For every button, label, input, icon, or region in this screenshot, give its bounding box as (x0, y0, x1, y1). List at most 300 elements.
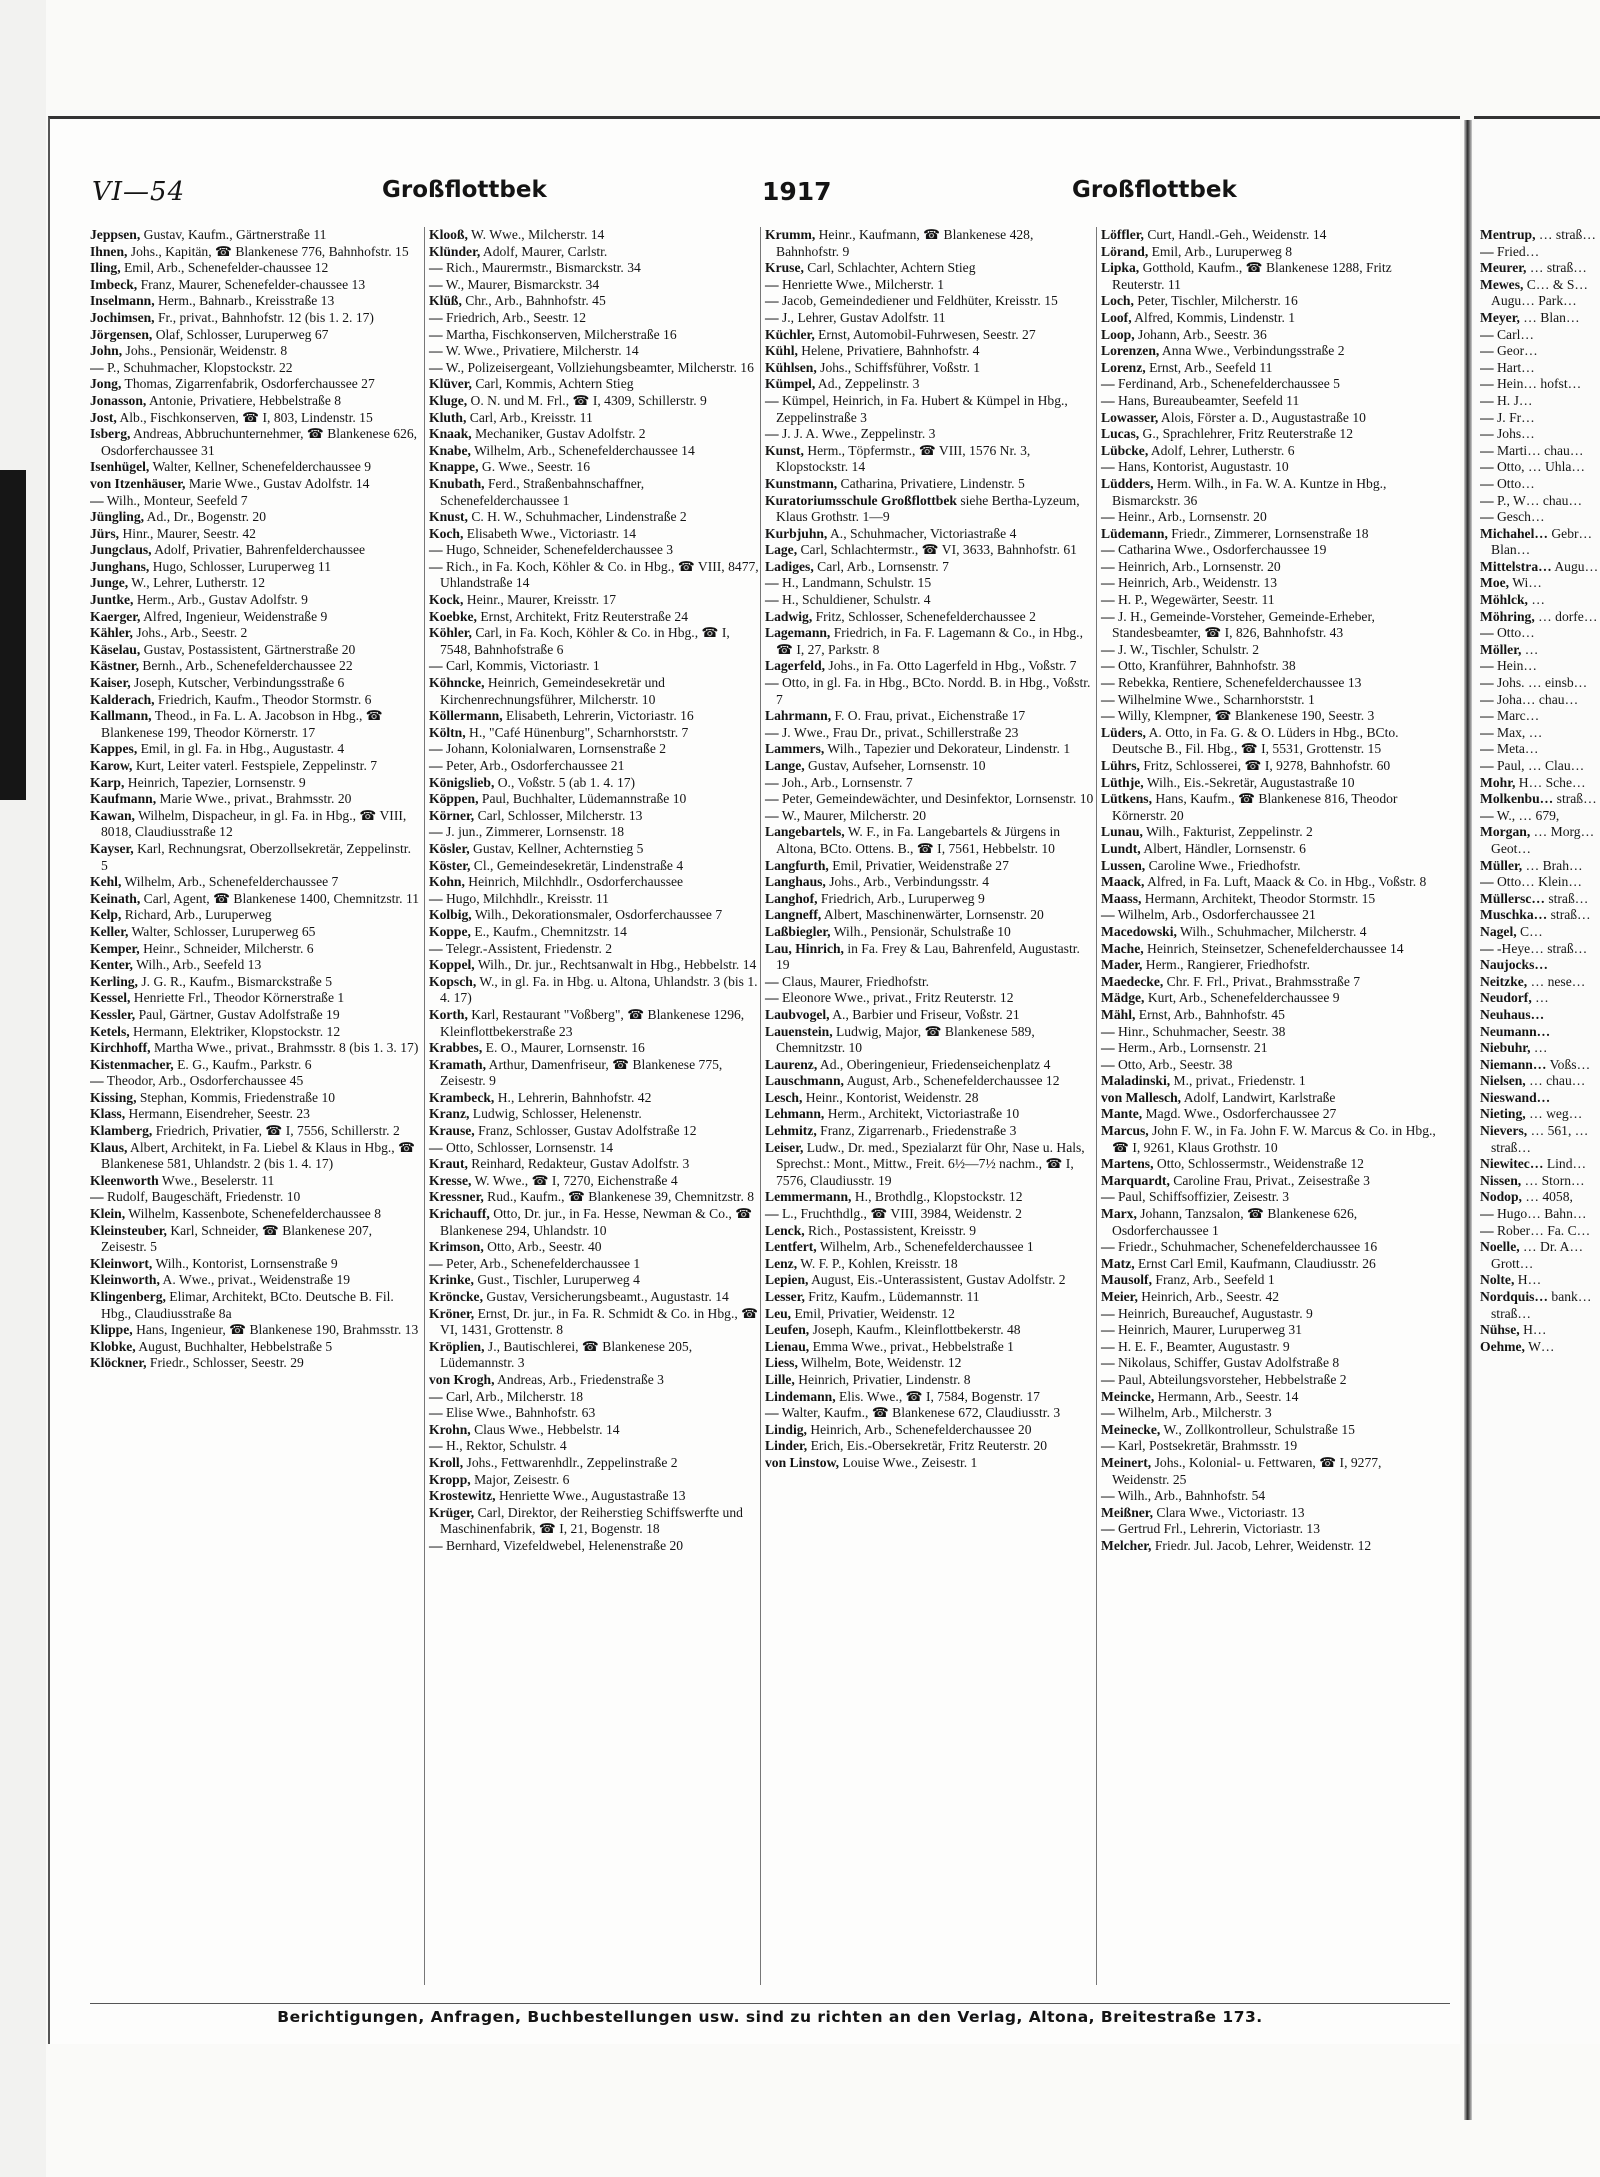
entry-details: Friedr., Schuhmacher, Schenefelderchaussee 16 (1114, 1239, 1378, 1255)
directory-entry (765, 1455, 1095, 1472)
directory-entry (1480, 658, 1600, 675)
directory-entry (429, 1505, 759, 1538)
directory-entry (429, 1472, 759, 1489)
entry-name: — (765, 990, 779, 1006)
entry-name: Isenhügel, (90, 459, 150, 475)
entry-name: Krause, (429, 1123, 475, 1139)
entry-details: Paul, … Clau… (1493, 758, 1585, 773)
entry-name: Mentrup, (1480, 227, 1536, 242)
entry-name: Kirchhoff, (90, 1040, 151, 1056)
entry-name: Moe, (1480, 575, 1510, 591)
entry-name: Meinecke, (1101, 1421, 1161, 1437)
entry-details: Karl, Rechnungsrat, Oberzollsekretär, Zeppelinstr. 5 (101, 840, 411, 873)
entry-name: — (1480, 758, 1494, 773)
directory-entry (1480, 675, 1600, 692)
entry-details: … Storn… (1521, 1172, 1585, 1188)
entry-details: J. H., Gemeinde-Vorsteher, Gemeinde-Erheber, Standesbeamter, ☎ I, 826, Bahnhofstr. 43 (1112, 608, 1375, 641)
directory-entry (90, 509, 420, 526)
entry-details: Wilhelm, Arb., Schenefelderchaussee 14 (470, 442, 695, 458)
entry-name: Melcher, (1101, 1537, 1152, 1553)
entry-details: Friedr. Jul. Jacob, Lehrer, Weidenstr. 12 (1151, 1537, 1372, 1553)
entry-details: Wilhelm, Kassenbote, Schenefelderchaussee 8 (125, 1206, 382, 1222)
directory-entry (429, 310, 759, 327)
entry-details: Fritz, Schlosserei, ☎ I, 9278, Bahnhofstr. 60 (1139, 758, 1391, 773)
directory-entry (1480, 1173, 1600, 1190)
directory-entry (765, 343, 1095, 360)
entry-name: Kluge, (429, 392, 468, 408)
entry-details: Karl, Schneider, ☎ Blankenese 207, Zeisestr. 5 (101, 1222, 373, 1255)
entry-name: Kraut, (429, 1156, 468, 1172)
entry-details: Karl, Restaurant "Voßberg", ☎ Blankenese 1296, Kleinflottbekerstraße 23 (440, 1006, 745, 1039)
directory-entry (429, 592, 759, 609)
directory-entry (1480, 1289, 1600, 1322)
entry-name: Meurer, (1480, 260, 1527, 276)
entry-details: Claus Wwe., Hebbelstr. 14 (470, 1421, 620, 1437)
directory-entry (765, 907, 1095, 924)
directory-entry (1480, 277, 1600, 310)
directory-entry (765, 1389, 1095, 1406)
entry-details: Rober… Fa. C… (1493, 1222, 1591, 1238)
directory-entry (90, 493, 420, 510)
entry-details: Elisabeth, Lehrerin, Victoriastr. 16 (502, 708, 694, 724)
directory-entry (1101, 260, 1437, 293)
entry-details: Bernhard, Vizefeldwebel, Helenenstraße 20 (442, 1537, 684, 1553)
entry-name: Kohn, (429, 874, 465, 890)
directory-entry (765, 542, 1095, 559)
entry-name: — (429, 1537, 443, 1553)
directory-entry (1480, 1223, 1600, 1240)
directory-entry (765, 1372, 1095, 1389)
entry-details: Helene, Privatiere, Bahnhofstr. 4 (797, 343, 980, 359)
entry-name: — (1101, 1023, 1115, 1039)
directory-entry (1480, 509, 1600, 526)
entry-details: Hermann, Arb., Seestr. 14 (1154, 1388, 1299, 1404)
entry-details: Erich, Eis.-Obersekretär, Fritz Reuterstr. 20 (807, 1438, 1048, 1454)
entry-name: Niewitec… (1480, 1156, 1544, 1172)
directory-entry (1101, 1156, 1437, 1173)
entry-details: Clara Wwe., Victoriastr. 13 (1152, 1504, 1305, 1520)
entry-details: Kurt, Leiter vaterl. Festspiele, Zeppelinstr. 7 (132, 758, 378, 773)
entry-details: Johs., Pensionär, Weidenstr. 8 (122, 343, 288, 359)
entry-details: J. G. R., Kaufm., Bismarckstraße 5 (137, 973, 333, 989)
directory-entry (429, 1106, 759, 1123)
entry-name: Königslieb, (429, 774, 495, 790)
entry-details: Rudolf, Baugeschäft, Friedenstr. 10 (103, 1189, 301, 1205)
directory-entry (90, 1272, 420, 1289)
directory-entry (429, 1389, 759, 1406)
entry-details: Wilh., Schuhmacher, Milcherstr. 4 (1176, 923, 1367, 939)
entry-details: … (1521, 641, 1539, 657)
directory-entry (1101, 708, 1437, 725)
entry-name: — (765, 973, 779, 989)
directory-entry (429, 808, 759, 825)
entry-details: Herm. Wilh., in Fa. W. A. Kuntze in Hbg., Bismarckstr. 36 (1112, 475, 1387, 508)
entry-name: Kluth, (429, 409, 467, 425)
entry-details: Hinr., Schuhmacher, Seestr. 38 (1114, 1023, 1286, 1039)
directory-entry (1101, 1372, 1437, 1389)
entry-name: — (765, 309, 779, 325)
entry-name: Köster, (429, 857, 471, 873)
header-place-right: Großflottbek (1072, 177, 1237, 203)
entry-name: Kaerger, (90, 608, 141, 624)
entry-name: Lammers, (765, 741, 825, 757)
entry-name: Lagemann, (765, 625, 831, 641)
entry-name: Mädge, (1101, 990, 1145, 1006)
directory-entry (1101, 426, 1437, 443)
directory-entry (429, 360, 759, 377)
entry-details: Wilh., Tapezier und Dekorateur, Lindenstr. 1 (824, 741, 1071, 757)
entry-details: M., privat., Friedenstr. 1 (1170, 1073, 1306, 1089)
entry-name: Lüdders, (1101, 475, 1154, 491)
entry-name: — (1101, 1405, 1115, 1421)
directory-entry (765, 1140, 1095, 1190)
entry-name: Klaus, (90, 1139, 128, 1155)
directory-entry (1480, 642, 1600, 659)
entry-name: Klein, (90, 1206, 126, 1222)
entry-name: Müllersc… (1480, 890, 1545, 906)
entry-details: Gustav, Postassistent, Gärtnerstraße 20 (140, 641, 356, 657)
directory-entry (90, 393, 420, 410)
entry-name: Maack, (1101, 874, 1145, 890)
entry-details: Adolf, Lehrer, Lutherstr. 6 (1148, 442, 1295, 458)
entry-details: Rebekka, Rentiere, Schenefelderchaussee 13 (1114, 675, 1362, 691)
entry-name: — (1480, 691, 1494, 707)
directory-entry (765, 1422, 1095, 1439)
entry-name: Klünder, (429, 243, 481, 259)
entry-name: — (1480, 1222, 1494, 1238)
entry-name: Neitzke, (1480, 973, 1528, 989)
directory-entry (90, 692, 420, 709)
entry-details: H., Landmann, Schulstr. 15 (778, 575, 932, 591)
directory-entry (1101, 974, 1437, 991)
entry-details: Elise Wwe., Bahnhofstr. 63 (442, 1405, 596, 1421)
entry-name: — (429, 1139, 443, 1155)
entry-name: Krinke, (429, 1272, 474, 1288)
directory-entry (90, 343, 420, 360)
entry-name: Koppel, (429, 957, 475, 973)
entry-details: John F. W., in Fa. John F. W. Marcus & Co. in Hbg., ☎ I, 9261, Klaus Grothstr. 10 (1112, 1123, 1436, 1155)
entry-name: Kallmann, (90, 708, 152, 724)
directory-entry (1101, 1123, 1437, 1156)
entry-name: Käselau, (90, 641, 141, 657)
directory-entry (429, 1057, 759, 1090)
entry-details: Walter, Kellner, Schenefelderchaussee 9 (149, 459, 372, 475)
entry-details: Heinrich, Gemeindesekretär und Kirchenrechnungsführer, Milcherstr. 10 (440, 675, 665, 707)
entry-name: Möhring, (1480, 608, 1535, 624)
directory-entry (765, 559, 1095, 576)
entry-details: Otto, Schlosser, Lornsenstr. 14 (442, 1139, 614, 1155)
entry-name: Lauschmann, (765, 1073, 844, 1089)
entry-details: Alb., Fischkonserven, ☎ I, 803, Lindenstr. 15 (116, 409, 373, 425)
entry-name: Nagel, (1480, 923, 1517, 939)
entry-details: Hugo, Schlosser, Luruperweg 11 (149, 558, 332, 574)
entry-details: E. G., Kaufm., Parkstr. 6 (173, 1056, 312, 1072)
entry-details: Joha… chau… (1493, 691, 1579, 707)
entry-details: Emil, Privatier, Weidenstr. 12 (791, 1305, 955, 1321)
entry-name: — (1101, 459, 1115, 475)
entry-name: — (1101, 907, 1115, 923)
entry-name: Ladwig, (765, 608, 813, 624)
entry-details: Martha Wwe., privat., Brahmsstr. 8 (bis 1. 3. 17) (150, 1040, 419, 1056)
directory-entry (90, 1073, 420, 1090)
entry-name: — (1101, 1189, 1115, 1205)
directory-entry (90, 1223, 420, 1256)
entry-name: — (1480, 509, 1494, 525)
entry-name: Ladiges, (765, 558, 814, 574)
directory-entry (429, 1040, 759, 1057)
directory-entry (90, 974, 420, 991)
entry-name: Kramath, (429, 1056, 487, 1072)
entry-details: Hugo, Milchhdlr., Kreisstr. 11 (442, 890, 609, 906)
entry-name: Knubath, (429, 475, 485, 491)
directory-entry (765, 725, 1095, 742)
entry-name: Kressner, (429, 1189, 484, 1205)
entry-name: Kunst, (765, 442, 804, 458)
entry-name: — (429, 940, 443, 956)
facing-page-fragment (1474, 116, 1600, 2044)
directory-entry (1101, 327, 1437, 344)
directory-entry (765, 426, 1095, 443)
entry-name: Kleinwort, (90, 1255, 153, 1271)
entry-name: — (429, 276, 443, 292)
entry-name: — (765, 426, 779, 442)
entry-name: Martens, (1101, 1156, 1154, 1172)
entry-details: Reinhard, Redakteur, Gustav Adolfstr. 3 (467, 1156, 690, 1172)
entry-name: — (1101, 608, 1115, 624)
entry-details: Magd. Wwe., Osdorferchaussee 27 (1142, 1106, 1337, 1122)
entry-name: Klass, (90, 1106, 126, 1122)
directory-entry (429, 1090, 759, 1107)
directory-entry (1101, 941, 1437, 958)
entry-name: Lindemann, (765, 1388, 836, 1404)
directory-entry (1101, 1007, 1437, 1024)
entry-details: Franz, Zigarrenarb., Friedenstraße 3 (816, 1123, 1017, 1139)
entry-details: Adolf, Privatier, Bahrenfelderchaussee (151, 542, 366, 558)
entry-details: Henriette Wwe., Augustastraße 13 (495, 1488, 686, 1504)
entry-name: Lüthje, (1101, 774, 1144, 790)
directory-entry (1480, 1106, 1600, 1123)
entry-name: Leiser, (765, 1139, 804, 1155)
entry-details: Johs., Schiffsführer, Voßstr. 1 (816, 359, 981, 375)
entry-name: Maedecke, (1101, 973, 1164, 989)
entry-name: — (1101, 641, 1115, 657)
entry-details: Louise Wwe., Zeisestr. 1 (839, 1454, 978, 1470)
directory-entry (1480, 824, 1600, 857)
entry-details: Hermann, Architekt, Theodor Stormstr. 15 (1141, 890, 1376, 906)
entry-name: — (90, 492, 104, 508)
directory-entry (765, 824, 1095, 857)
directory-entry (1101, 858, 1437, 875)
directory-entry (1101, 1189, 1437, 1206)
directory-entry (429, 741, 759, 758)
entry-name: — (1101, 558, 1115, 574)
entry-details: Olaf, Schlosser, Luruperweg 67 (152, 326, 329, 342)
entry-details: Wilh., Eis.-Sekretär, Augustastraße 10 (1143, 774, 1355, 790)
directory-entry (1101, 1239, 1437, 1256)
directory-entry (429, 1239, 759, 1256)
entry-details: Elimar, Architekt, BCto. Deutsche B. Fil. Hbg., Claudiusstraße 8a (101, 1289, 394, 1321)
entry-details: W. Wwe., Milcherstr. 14 (467, 227, 605, 242)
directory-entry (1480, 526, 1600, 559)
entry-name: Nieswand… (1480, 1089, 1551, 1105)
entry-details: Walter, Kaufm., ☎ Blankenese 672, Claudiusstr. 3 (778, 1405, 1061, 1421)
entry-name: Lunau, (1101, 824, 1143, 840)
entry-name: — (429, 1255, 443, 1271)
entry-name: Leu, (765, 1305, 792, 1321)
page-number: VI—54 (92, 177, 186, 207)
directory-entry (1480, 327, 1600, 344)
directory-entry (1480, 1073, 1600, 1090)
directory-entry (1480, 758, 1600, 775)
entry-name: Kistenmacher, (90, 1056, 174, 1072)
directory-entry (1480, 376, 1600, 393)
entry-details: … straß… (1535, 227, 1596, 242)
directory-entry (90, 1007, 420, 1024)
entry-details: Wilh., Arb., Bahnhofstr. 54 (1114, 1488, 1266, 1504)
directory-entry (1101, 841, 1437, 858)
entry-details: Lind… (1543, 1156, 1587, 1172)
entry-name: Liess, (765, 1355, 798, 1371)
entry-details: Meta… (1493, 741, 1539, 757)
directory-entry (1480, 493, 1600, 510)
entry-details: Herm., Rangierer, Friedhofstr. (1142, 957, 1310, 973)
directory-entry (1101, 1538, 1437, 1555)
directory-entry (1480, 360, 1600, 377)
entry-details: Emil, Arb., Luruperweg 8 (1148, 243, 1293, 259)
entry-name: Jochimsen, (90, 309, 155, 325)
entry-details: H. P., Wegewärter, Seestr. 11 (1114, 592, 1275, 608)
directory-entry (765, 625, 1095, 658)
directory-entry (1480, 741, 1600, 758)
entry-details: Augu… (1551, 558, 1599, 574)
entry-name: Krumm, (765, 227, 816, 242)
entry-name: Köllermann, (429, 708, 503, 724)
directory-entry (1101, 1289, 1437, 1306)
entry-name: Kaufmann, (90, 791, 157, 807)
entry-details: O., Voßstr. 5 (ab 1. 4. 17) (494, 774, 636, 790)
directory-entry (90, 924, 420, 941)
entry-details: Ernst, Arb., Bahnhofstr. 45 (1135, 1006, 1285, 1022)
directory-entry (1480, 459, 1600, 476)
entry-name: Löffler, (1101, 227, 1144, 242)
binding-spine (0, 470, 26, 800)
entry-name: Muschka… (1480, 907, 1548, 923)
directory-entry (1480, 244, 1600, 261)
entry-name: Lesser, (765, 1289, 805, 1304)
header-year: 1917 (762, 177, 832, 206)
directory-entry (90, 642, 420, 659)
directory-entry (429, 758, 759, 775)
entry-name: Kissing, (90, 1089, 137, 1105)
directory-entry (429, 1007, 759, 1040)
entry-details: Otto, in gl. Fa. in Hbg., BCto. Nordd. B. in Hbg., Voßstr. 7 (776, 675, 1091, 707)
entry-name: Jungclaus, (90, 542, 152, 558)
entry-name: Kappes, (90, 741, 138, 757)
directory-entry (1101, 227, 1437, 244)
entry-details: Anna Wwe., Verbindungsstraße 2 (1159, 343, 1345, 359)
entry-details: Hugo, Schneider, Schenefelderchaussee 3 (442, 542, 674, 558)
entry-name: Küchler, (765, 326, 815, 342)
entry-details: Jacob, Gemeindediener und Feldhüter, Kreisstr. 15 (778, 293, 1058, 309)
entry-details: Johann, Kolonialwaren, Lornsenstraße 2 (442, 741, 667, 757)
entry-details: Johs. … einsb… (1493, 675, 1588, 691)
entry-details: Gustav, Aufseher, Lornsenstr. 10 (804, 758, 986, 773)
directory-entry (765, 808, 1095, 825)
entry-details: Otto… Klein… (1493, 874, 1582, 890)
directory-entry (1101, 360, 1437, 377)
directory-entry (429, 426, 759, 443)
entry-name: Neuhaus… (1480, 1006, 1545, 1022)
entry-name: — (1480, 459, 1494, 475)
entry-details: Peter, Arb., Osdorferchaussee 21 (442, 758, 625, 773)
entry-details: P., W… chau… (1493, 492, 1583, 508)
entry-name: Kästner, (90, 658, 139, 674)
entry-name: Jüngling, (90, 509, 145, 525)
entry-name: Klobke, (90, 1338, 136, 1354)
directory-entry (90, 293, 420, 310)
directory-entry (1480, 1339, 1600, 1356)
entry-details: Herm., Töpfermstr., ☎ VIII, 1576 Nr. 3, Klopstockstr. 14 (776, 442, 1031, 475)
directory-entry (1480, 260, 1600, 277)
directory-entry (1101, 1355, 1437, 1372)
directory-entry (429, 476, 759, 509)
entry-name: — (429, 758, 443, 773)
entry-details: Geor… (1493, 343, 1538, 359)
entry-name: — (1101, 1355, 1115, 1371)
entry-details: Stephan, Kommis, Friedenstraße 10 (136, 1089, 336, 1105)
entry-name: Mähl, (1101, 1006, 1136, 1022)
directory-entry (90, 1057, 420, 1074)
entry-details: Hinr., Maurer, Seestr. 42 (119, 525, 256, 541)
directory-entry (765, 1405, 1095, 1422)
directory-column-2 (424, 227, 759, 1985)
directory-entry (429, 1438, 759, 1455)
entry-details: J., Lehrer, Gustav Adolfstr. 11 (778, 309, 946, 325)
directory-entry (1101, 924, 1437, 941)
entry-name: Kleenworth (90, 1172, 159, 1188)
entry-details: Carl… (1493, 326, 1534, 342)
entry-details: Alfred, Kommis, Lindenstr. 1 (1131, 309, 1296, 325)
entry-name: Kleinworth, (90, 1272, 160, 1288)
entry-name: — (429, 824, 443, 840)
directory-entry (1101, 609, 1437, 642)
entry-name: Klüß, (429, 293, 462, 309)
entry-details: Adolf, Landwirt, Karlstraße (1181, 1089, 1336, 1105)
directory-entry (1101, 393, 1437, 410)
entry-name: — (1480, 708, 1494, 724)
directory-entry (90, 310, 420, 327)
directory-entry (765, 493, 1095, 526)
entry-name: Meyer, (1480, 309, 1520, 325)
entry-name: Lucas, (1101, 426, 1140, 442)
entry-name: Kelp, (90, 907, 122, 923)
entry-name: — (1480, 807, 1494, 823)
entry-details: A., Schuhmacher, Victoriastraße 4 (827, 525, 1017, 541)
directory-entry (1101, 376, 1437, 393)
directory-entry (1480, 1123, 1600, 1156)
entry-name: — (429, 558, 443, 574)
directory-entry (1101, 692, 1437, 709)
directory-entry (1480, 692, 1600, 709)
entry-details: Gust., Tischler, Luruperweg 4 (473, 1272, 640, 1288)
entry-name: — (765, 575, 779, 591)
directory-entry (429, 526, 759, 543)
entry-details: J. Wwe., Frau Dr., privat., Schillerstraße 23 (778, 724, 1019, 740)
entry-name: Kroll, (429, 1454, 464, 1470)
entry-details: Carl, Schlosser, Milcherstr. 13 (474, 807, 643, 823)
directory-entry (90, 1173, 420, 1190)
entry-details: … (1531, 990, 1549, 1006)
